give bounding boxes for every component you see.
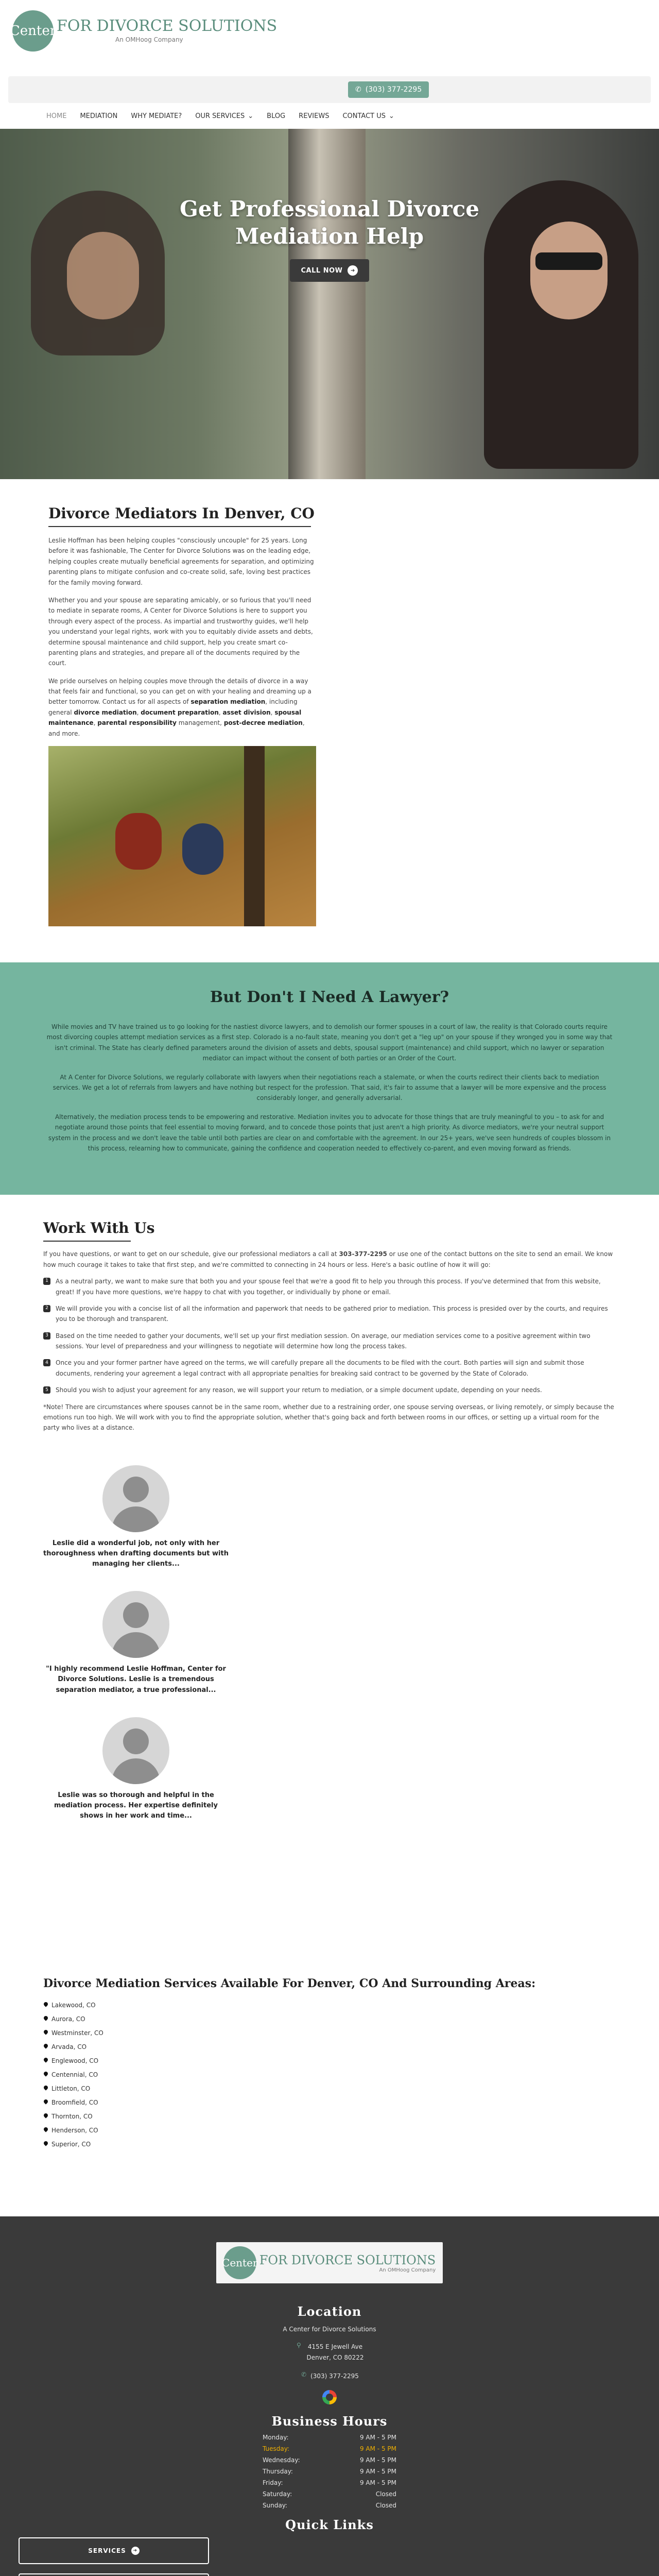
list-item	[43, 2015, 616, 2023]
text: , including general	[48, 698, 298, 716]
hero-banner	[0, 129, 659, 479]
nav-label: REVIEWS	[299, 112, 330, 120]
text: or use one of the contact buttons on the site to send an email. We know how much courage it takes to take that first step, and we're committed to connecting in 24 hours or less. Here's a basic outline of how it will go:	[43, 1250, 613, 1268]
feedback-link-button[interactable]	[19, 2573, 209, 2576]
list-item	[43, 2099, 616, 2106]
chevron-down-icon: ⌄	[389, 112, 394, 120]
service-term: document preparation	[141, 708, 219, 716]
list-item	[43, 2043, 616, 2050]
site-header	[0, 0, 659, 72]
map-pin-icon	[43, 2072, 48, 2078]
step-item	[43, 1385, 616, 1395]
nav-label: OUR SERVICES	[195, 112, 245, 120]
area-name: Superior, CO	[51, 2141, 91, 2148]
arrow-right-icon: ➜	[131, 2547, 140, 2555]
text: management,	[176, 719, 222, 727]
service-term: spousal maintenance	[48, 708, 302, 727]
header-bar-area	[0, 72, 659, 129]
time: 9 AM - 5 PM	[359, 2467, 396, 2475]
nav-label: CONTACT US	[342, 112, 386, 120]
list-item	[43, 2141, 616, 2148]
avatar	[102, 1591, 169, 1658]
step-number-icon: 1	[43, 1278, 50, 1285]
service-term: separation mediation	[190, 698, 266, 706]
map-pin-icon	[43, 2016, 48, 2022]
list-item	[43, 2085, 616, 2092]
nav-reviews[interactable]	[299, 112, 329, 120]
area-name: Henderson, CO	[51, 2127, 98, 2134]
service-term: asset division	[222, 708, 271, 716]
work-intro	[43, 1249, 616, 1270]
testimonial-text: "I highly recommend Leslie Hoffman, Center for Divorce Solutions. Leslie is a tremendous separation mediator, a true professional...	[46, 1665, 226, 1694]
quick-links	[0, 2537, 659, 2576]
step-number-icon: 3	[43, 1332, 50, 1340]
list-item	[43, 2002, 616, 2009]
lawyer-title: But Don't I Need A Lawyer?	[210, 988, 449, 1007]
site-logo[interactable]	[9, 10, 278, 52]
about-paragraph: Leslie Hoffman has been helping couples "consciously uncouple" for 25 years. Long before it was fashionable, The Center for Divorce Solutions was on the leading edge, helping couples create mutually beneficial agreements for separation, and optimizing parenting plans to mitigate confusion and co-create solid, safe, loving best practices for the family moving forward.	[48, 537, 314, 586]
list-item	[43, 2057, 616, 2064]
avatar	[102, 1465, 169, 1532]
hours-row	[263, 2434, 396, 2441]
hours-row	[263, 2490, 396, 2498]
list-item	[43, 2113, 616, 2120]
areas-list	[43, 2002, 616, 2148]
testimonial-card	[43, 1717, 229, 1821]
hours-row	[263, 2502, 396, 2509]
nav-label: MEDIATION	[80, 112, 118, 120]
phone-link[interactable]: 303-377-2295	[339, 1250, 387, 1258]
quick-links-title: Quick Links	[285, 2517, 374, 2532]
nav-label: HOME	[46, 112, 67, 120]
title-divider	[43, 1241, 131, 1242]
link-label: SERVICES	[88, 2547, 126, 2554]
call-now-button[interactable]	[290, 259, 370, 282]
title-divider	[48, 526, 311, 527]
lawyer-paragraph: Alternatively, the mediation process tends to be empowering and restorative. Mediation invites you to advocate for those things that are truly meaningful to you – to ask for and negotiate around those points that feel essential to moving forward, and to concede those points that just aren't a high priority. As divorce mediators, we're your neutral support system in the process and we don't leave the table until both parties are clear on and comfortable with the agreement. In our 25+ years, we've seen hundreds of couples blossom in this process, relearning how to communicate, gaining the confidence and cooperation needed to effectively co-parent, and even moving forward as friends.	[48, 1113, 611, 1152]
hours-row	[263, 2468, 396, 2475]
footer-logo[interactable]	[216, 2242, 443, 2283]
day: Friday:	[263, 2479, 283, 2486]
day: Saturday:	[263, 2490, 292, 2498]
chevron-down-icon: ⌄	[248, 112, 254, 120]
day: Tuesday:	[263, 2445, 289, 2452]
google-icon[interactable]	[322, 2390, 337, 2404]
phone-number: (303) 377-2295	[310, 2372, 359, 2380]
phone-label: (303) 377-2295	[365, 86, 422, 94]
map-pin-icon	[43, 2141, 48, 2147]
list-item	[43, 2071, 616, 2078]
header-bar	[8, 76, 651, 103]
testimonial-text: Leslie was so thorough and helpful in the mediation process. Her expertise definitely shows in her work and time...	[54, 1791, 218, 1820]
step-number-icon: 5	[43, 1386, 50, 1394]
area-name: Thornton, CO	[51, 2113, 93, 2121]
logo-sub: An OMHoog Company	[379, 2267, 436, 2273]
area-name: Centennial, CO	[51, 2071, 98, 2079]
text: ,	[218, 708, 221, 716]
main-nav	[46, 112, 394, 120]
hours-row	[263, 2479, 396, 2486]
couple-photo	[48, 746, 316, 926]
map-pin-icon	[43, 2099, 48, 2106]
about-paragraph	[48, 676, 316, 739]
phone-icon: ✆	[301, 2371, 307, 2379]
logo-name: FOR DIVORCE SOLUTIONS	[259, 2252, 436, 2267]
area-name: Lakewood, CO	[51, 2002, 96, 2009]
arrow-right-icon: ➜	[348, 265, 358, 276]
hours-table	[263, 2434, 396, 2509]
work-note: *Note! There are circumstances where spouses cannot be in the same room, whether due to a restraining order, one spouse serving overseas, or living remotely, or simply because the emotions run too high. We will work with you to find the appropriate solution, whether that's going back and forth between rooms in our offices, or setting up a virtual room for the party who lives at a distance.	[43, 1403, 614, 1432]
services-link-button[interactable]	[19, 2537, 209, 2564]
map-pin-icon	[43, 2058, 48, 2064]
time: 9 AM - 5 PM	[359, 2479, 396, 2486]
location-title: Location	[297, 2304, 362, 2319]
step-text: As a neutral party, we want to make sure that both you and your spouse feel that we're a good fit to help you through this process. If you've determined that from this website, great! If you have more questions, we're happy to chat with you together, or individually by phone or email.	[56, 1278, 601, 1296]
text: ,	[270, 708, 273, 716]
company-name: A Center for Divorce Solutions	[283, 2326, 376, 2333]
hero-tree-image	[288, 129, 366, 479]
day: Wednesday:	[263, 2456, 300, 2464]
service-term: parental responsibility	[97, 719, 177, 727]
service-term: post-decree mediation	[223, 719, 303, 727]
about-section	[0, 479, 659, 962]
work-title: Work With Us	[43, 1219, 155, 1237]
hero-title-line1: Get Professional Divorce	[180, 196, 479, 222]
text: ,	[136, 708, 139, 716]
area-name: Westminster, CO	[51, 2029, 103, 2037]
list-item	[43, 2127, 616, 2134]
nav-our-services[interactable]	[195, 112, 253, 120]
nav-blog[interactable]	[267, 112, 285, 120]
hero-title-line2: Mediation Help	[235, 223, 424, 249]
map-pin-icon	[43, 2086, 48, 2092]
area-name: Broomfield, CO	[51, 2099, 98, 2107]
logo-sub: An OMHoog Company	[115, 36, 183, 43]
hero-text	[0, 196, 659, 282]
nav-label: BLOG	[267, 112, 286, 120]
hero-title	[0, 196, 659, 250]
logo-mark: Center	[12, 10, 54, 52]
steps-list	[43, 1276, 616, 1396]
testimonials-section	[0, 1455, 659, 1925]
area-name: Littleton, CO	[51, 2085, 91, 2093]
map-pin-icon	[43, 2044, 48, 2050]
map-pin-icon	[43, 2030, 48, 2036]
time: 9 AM - 5 PM	[359, 2433, 396, 2441]
hours-row-today	[263, 2445, 396, 2452]
footer-phone[interactable]	[0, 2371, 659, 2381]
day: Thursday:	[263, 2467, 293, 2475]
address-line: 4155 E Jewell Ave	[307, 2343, 363, 2351]
step-item	[43, 1303, 616, 1325]
area-name: Arvada, CO	[51, 2043, 87, 2051]
site-footer	[0, 2216, 659, 2576]
time: Closed	[375, 2490, 396, 2498]
phone-button[interactable]	[348, 81, 429, 98]
logo-name: FOR DIVORCE SOLUTIONS	[57, 17, 278, 35]
step-item	[43, 1331, 616, 1352]
step-item	[43, 1276, 616, 1297]
text: , and more.	[48, 719, 305, 737]
areas-title: Divorce Mediation Services Available For Denver, CO And Surrounding Areas:	[43, 1977, 536, 1991]
work-with-us-section	[0, 1195, 659, 1454]
about-title: Divorce Mediators In Denver, CO	[48, 505, 315, 522]
hours-title: Business Hours	[271, 2413, 388, 2429]
map-pin-icon: ⚲	[297, 2342, 301, 2349]
logo-mark: Center	[223, 2246, 256, 2279]
text: ,	[93, 719, 96, 727]
nav-contact-us[interactable]	[342, 112, 394, 120]
phone-icon: ✆	[355, 86, 361, 94]
map-pin-icon	[43, 2127, 48, 2133]
step-item	[43, 1358, 616, 1379]
list-item	[43, 2029, 616, 2037]
time: Closed	[375, 2501, 396, 2509]
cta-label: CALL NOW	[301, 266, 343, 275]
text: We pride ourselves on helping couples move through the details of divorce in a way that feels fair and functional, so you can get on with your healing and dreaming up a better tomorrow. Contact us for all aspects of	[48, 677, 311, 706]
testimonial-text: Leslie did a wonderful job, not only with her thoroughness when drafting documents but with managing her clients...	[43, 1539, 229, 1568]
nav-why-mediate[interactable]	[131, 112, 182, 120]
avatar	[102, 1717, 169, 1784]
map-pin-icon	[43, 2002, 48, 2008]
nav-mediation[interactable]	[80, 112, 117, 120]
testimonial-card	[43, 1465, 229, 1569]
nav-home[interactable]	[46, 112, 66, 120]
testimonial-card	[43, 1591, 229, 1695]
area-name: Aurora, CO	[51, 2015, 85, 2023]
step-text: Once you and your former partner have agreed on the terms, we will carefully prepare all the documents to be filed with the court. Both parties will sign and submit those documents, rendering your agreement a legal contract with all appropriate penalties for breaking said contract to be governed by the State of Colorado.	[56, 1359, 584, 1377]
about-paragraph: Whether you and your spouse are separating amicably, or so furious that you'll need to mediate in separate rooms, A Center for Divorce Solutions is here to support you through every aspect of the process. As impartial and trustworthy guides, we'll help you understand your legal rights, work with you to equitably divide assets and debts, determine spousal maintenance and child support, help you create smart co-parenting plans and strategies, and prepare all of the documents required by the court.	[48, 596, 313, 667]
address[interactable]	[0, 2342, 659, 2363]
service-areas-section	[0, 1925, 659, 2216]
address-line: Denver, CO 80222	[306, 2353, 364, 2361]
day: Sunday:	[263, 2501, 288, 2509]
step-text: Based on the time needed to gather your documents, we'll set up your first mediation session. On average, our mediation services come to a positive agreement within two sessions. Your level of preparedness and your willingness to negotiate will determine how long the process takes.	[56, 1332, 591, 1350]
service-term: divorce mediation	[74, 708, 137, 716]
lawyer-paragraph: While movies and TV have trained us to go looking for the nastiest divorce lawyers, and to demolish our former spouses in a court of law, the reality is that Colorado courts require most divorcing couples attempt mediation services as a first step. Colorado is a no-fault state, meaning you don't get a "leg up" on your spouse if they wronged you in some way that isn't criminal. The State has clearly defined parameters around the division of assets and debts, spousal support (maintenance) and child support, which no lawyer or separation mediator can impact without the consent of both parties or an Order of the Court.	[46, 1023, 613, 1062]
step-text: We will provide you with a concise list of all the information and paperwork that needs to be gathered prior to mediation. This process is presided over by the courts, and requires you to be thorough and transparent.	[56, 1304, 608, 1323]
step-text: Should you wish to adjust your agreement for any reason, we will support your return to mediation, or a simple document update, depending on your needs.	[56, 1386, 542, 1394]
map-pin-icon	[43, 2113, 48, 2120]
step-number-icon: 2	[43, 1305, 50, 1312]
hours-row	[263, 2456, 396, 2464]
day: Monday:	[263, 2433, 289, 2441]
text: If you have questions, or want to get on our schedule, give our professional mediators a call at	[43, 1250, 337, 1258]
time: 9 AM - 5 PM	[359, 2445, 396, 2452]
lawyer-paragraph: At A Center for Divorce Solutions, we regularly collaborate with lawyers when their negotiations reach a stalemate, or when the courts redirect their clients back to mediation services. We get a lot of referrals from lawyers and have nothing but respect for the profession. That said, it's fair to assume that a lawyer will be more expensive and the process considerably longer, and generally adversarial.	[53, 1073, 606, 1102]
area-name: Englewood, CO	[51, 2057, 99, 2065]
time: 9 AM - 5 PM	[359, 2456, 396, 2464]
nav-label: WHY MEDIATE?	[131, 112, 182, 120]
step-number-icon: 4	[43, 1359, 50, 1366]
lawyer-section	[0, 962, 659, 1195]
